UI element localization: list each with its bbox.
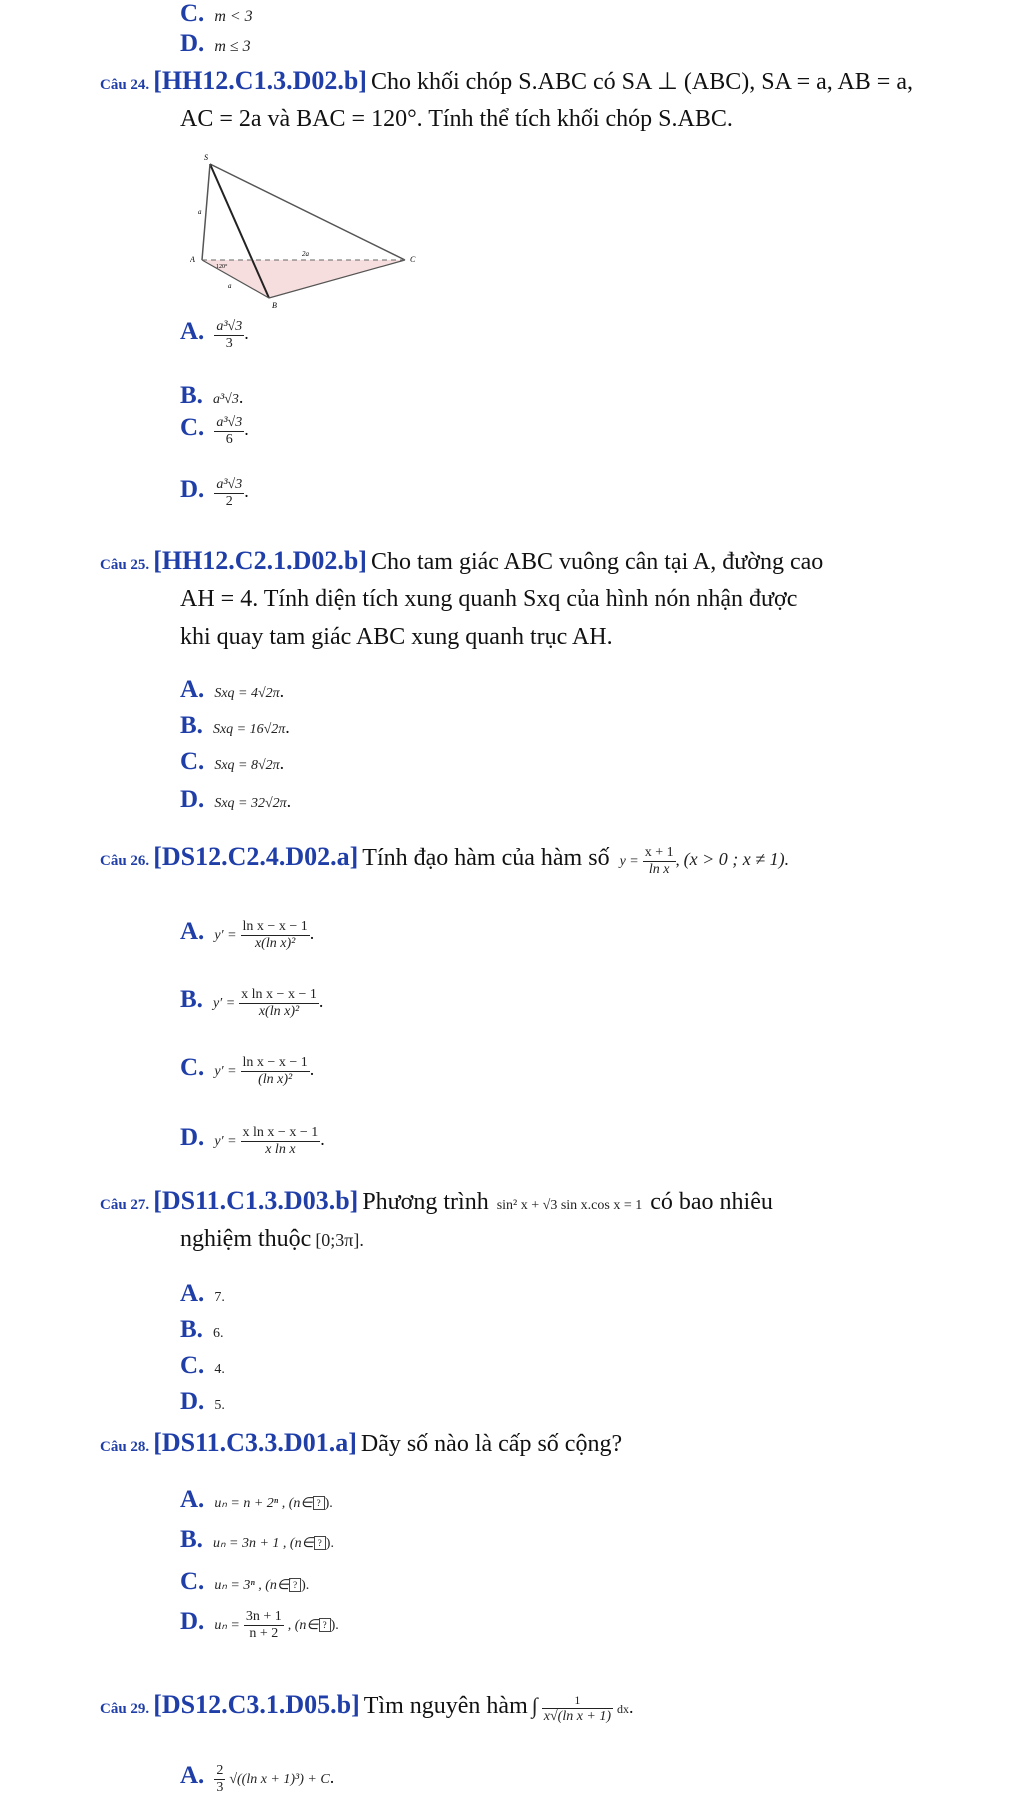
q26-option-b[interactable]: B. y′ = $\frac{\text{x ln x − x − 1}}{\text{x(ln x)²}}$ .: [180, 986, 324, 1019]
q27-option-b[interactable]: B. 6.: [180, 1316, 224, 1343]
prev-option-c: C. m < 3: [180, 0, 253, 27]
missing-glyph-icon: ?: [289, 1578, 301, 1592]
q29-header: Câu 29. [DS12.C3.1.D05.b] Tìm nguyên hàm ∫ $\frac{1}{\text{x√(ln x + 1)}}$ dx.: [100, 1690, 634, 1725]
edge-sa: [202, 164, 210, 260]
edge-sc: [210, 164, 405, 260]
missing-glyph-icon: ?: [314, 1536, 326, 1550]
label-angle: 120°: [216, 264, 228, 270]
q28-option-b[interactable]: B. uₙ = 3n + 1 , (n∈ ? ).: [180, 1526, 334, 1553]
q28-option-c[interactable]: C. uₙ = 3ⁿ , (n∈ ? ).: [180, 1568, 310, 1595]
q24-line2: AC = 2a và BAC = 120°. Tính thể tích khối chóp S.ABC.: [180, 106, 733, 132]
q25-option-b[interactable]: B. Sxq = 16√2π.: [180, 712, 290, 739]
label-ab: a: [228, 282, 232, 290]
q25-header: Câu 25. [HH12.C2.1.D02.b] Cho tam giác ABC vuông cân tại A, đường cao: [100, 546, 824, 575]
q26-option-d[interactable]: D. y′ = $\frac{\text{x ln x − x − 1}}{\text{x ln x}}$ .: [180, 1124, 325, 1157]
q24-header: Câu 24. [HH12.C1.3.D02.b] Cho khối chóp S.ABC có SA ⊥ (ABC), SA = a, AB = a,: [100, 66, 913, 95]
vertex-c: C: [410, 255, 416, 264]
prev-option-d: D. m ≤ 3: [180, 30, 251, 57]
q25-option-d[interactable]: D. Sxq = 32√2π.: [180, 786, 292, 813]
q27-line2: nghiệm thuộc [0;3π].: [180, 1226, 364, 1252]
q24-option-d[interactable]: D. $\frac{\text{a³√3}}{2}$ .: [180, 476, 249, 509]
q28-header: Câu 28. [DS11.C3.3.D01.a] Dãy số nào là cấp số cộng?: [100, 1428, 623, 1457]
base-triangle-fill: [202, 260, 405, 298]
q26-option-a[interactable]: A. y′ = $\frac{\text{ln x − x − 1}}{\text{x(ln x)²}}$ .: [180, 918, 315, 951]
vertex-b: B: [272, 301, 277, 310]
q25-line2: AH = 4. Tính diện tích xung quanh Sxq của hình nón nhận được: [180, 586, 798, 612]
missing-glyph-icon: ?: [313, 1496, 325, 1510]
q25-line3: khi quay tam giác ABC xung quanh trục AH.: [180, 624, 613, 650]
q24-option-b[interactable]: B. a³√3.: [180, 382, 244, 409]
pyramid-figure: [190, 150, 430, 310]
q26-option-c[interactable]: C. y′ = $\frac{\text{ln x − x − 1}}{\text{(ln x)²}}$ .: [180, 1054, 315, 1087]
q25-option-a[interactable]: A. Sxq = 4√2π.: [180, 676, 285, 703]
q28-option-d[interactable]: D. uₙ = $\frac{3n + 1}{n + 2}$ , (n∈ ? ).: [180, 1608, 339, 1641]
label-ac: 2a: [302, 250, 309, 258]
q27-option-c[interactable]: C. 4.: [180, 1352, 225, 1379]
missing-glyph-icon: ?: [319, 1618, 331, 1632]
vertex-s: S: [204, 153, 208, 162]
q27-option-a[interactable]: A. 7.: [180, 1280, 225, 1307]
q24-option-c[interactable]: C. $\frac{\text{a³√3}}{6}$ .: [180, 414, 249, 447]
label-sa: a: [198, 208, 202, 216]
vertex-a: A: [190, 255, 195, 264]
q24-option-a[interactable]: A. $\frac{\text{a³√3}}{3}$ .: [180, 318, 249, 351]
q26-header: Câu 26. [DS12.C2.4.D02.a] Tính đạo hàm của hàm số y = $\frac{x + 1}{\text{ln x}}$ , (x > 0 ; x ≠ 1).: [100, 842, 790, 877]
q27-option-d[interactable]: D. 5.: [180, 1388, 225, 1415]
q25-option-c[interactable]: C. Sxq = 8√2π.: [180, 748, 285, 775]
q29-option-a[interactable]: A. $\frac{2}{3}$ √((ln x + 1)³) + C.: [180, 1762, 335, 1795]
q27-header: Câu 27. [DS11.C1.3.D03.b] Phương trình sin² x + √3 sin x.cos x = 1 có bao nhiêu: [100, 1186, 773, 1215]
q28-option-a[interactable]: A. uₙ = n + 2ⁿ , (n∈ ? ).: [180, 1486, 333, 1513]
